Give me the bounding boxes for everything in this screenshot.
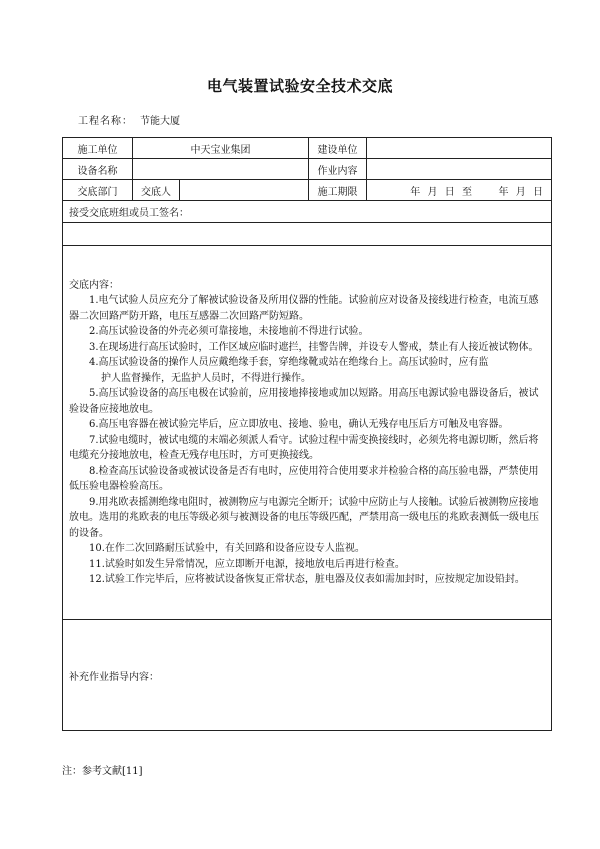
content-item: 1.电气试验人员应充分了解被试验设备及所用仪器的性能。试验前应对设备及接线进行检查，电流互感器二次回路严防开路，电压互感器二次回路严防短路。 (69, 295, 539, 322)
equipment-value (133, 159, 309, 180)
construction-unit-value: 中天宝业集团 (133, 138, 309, 159)
content-item: 9.用兆欧表摇测绝缘电阻时，被测物应与电源完全断开；试验中应防止与人接触。试验后被测物应接地放电。选用的兆欧表的电压等级必须与被测设备的电压等级匹配，严禁用高一级电压的兆欧表测低一级电压的设备。 (69, 496, 539, 539)
content-cell (63, 246, 552, 620)
build-unit-value (367, 138, 552, 159)
period-month-1: 月 (427, 186, 438, 198)
content-item: 4.高压试验设备的操作人员应戴绝缘手套，穿绝缘靴或站在绝缘台上。高压试验时，应有监 (89, 357, 489, 368)
period-to: 至 (462, 186, 472, 198)
page-title: 电气装置试验安全技术交底 (206, 77, 393, 95)
briefer-label: 交底人 (133, 180, 180, 201)
work-content-label: 作业内容 (309, 159, 367, 180)
department-label: 交底部门 (63, 180, 133, 201)
content-item: 3.在现场进行高压试验时，工作区域应临时遮拦，挂警告牌，并设专人警戒，禁止有人接近被试物体。 (89, 341, 539, 353)
signature-area (63, 223, 552, 246)
table-row (63, 159, 552, 180)
content-item: 12.试验工作完毕后，应将被试设备恢复正常状态，脏电器及仪表如需加封时，应按规定加设铅封。 (89, 574, 525, 585)
period-label: 施工期限 (309, 180, 367, 201)
content-body (69, 278, 545, 588)
signature-label: 接受交底班组或员工签名： (63, 201, 552, 223)
content-item: 10.在作二次回路耐压试验中，有关回路和设备应设专人监视。 (89, 543, 365, 554)
supplement-label: 补充作业指导内容： (63, 620, 552, 731)
table-row (63, 223, 552, 246)
period-value (367, 180, 552, 201)
build-unit-label: 建设单位 (309, 138, 367, 159)
content-item: 8.检查高压试验设备或被试设备是否有电时，应使用符合使用要求并检验合格的高压验电器，严禁使用低压验电器检验高压。 (69, 465, 539, 492)
period-day-2: 日 (533, 186, 543, 198)
content-item: 7.试验电缆时，被试电缆的末端必须派人看守。试验过程中需变换接线时，必须先将电源切断，然后将电缆充分接地放电，检查无残存电压时，方可更换接线。 (69, 434, 539, 461)
project-label: 工程名称： (78, 116, 133, 127)
content-item: 5.高压试验设备的高压电极在试验前，应用接地捧接地或加以短路。用高压电源试验电器设备后，被试验设备应接地放电。 (69, 388, 539, 415)
disclosure-table (62, 137, 552, 731)
table-row (63, 620, 552, 731)
work-content-value (367, 159, 552, 180)
period-year-1: 年 (410, 186, 421, 198)
period-day-1: 日 (444, 186, 455, 198)
construction-unit-label: 施工单位 (63, 138, 133, 159)
content-item: 2.高压试验设备的外壳必须可靠接地，未接地前不得进行试验。 (89, 326, 369, 337)
period-year-2: 年 (498, 186, 509, 198)
briefer-value (180, 180, 309, 201)
content-item: 6.高压电容器在被试验完毕后，应立即放电、接地、验电，确认无残存电压后方可触及电容器。 (89, 419, 509, 430)
project-line (78, 112, 180, 127)
reference-note: 注：参考文献[11] (62, 766, 143, 777)
table-row (63, 201, 552, 223)
table-row (63, 138, 552, 159)
period-month-2: 月 (515, 186, 526, 198)
table-row (63, 246, 552, 620)
content-item: 11.试验时如发生异常情况，应立即断开电源，接地放电后再进行检查。 (89, 558, 405, 570)
equipment-label: 设备名称 (63, 159, 133, 180)
content-item: 护人监督操作，无监护人员时，不得进行操作。 (101, 372, 311, 384)
content-heading: 交底内容： (69, 279, 119, 291)
table-row (63, 180, 552, 201)
project-value: 节能大厦 (140, 116, 180, 127)
